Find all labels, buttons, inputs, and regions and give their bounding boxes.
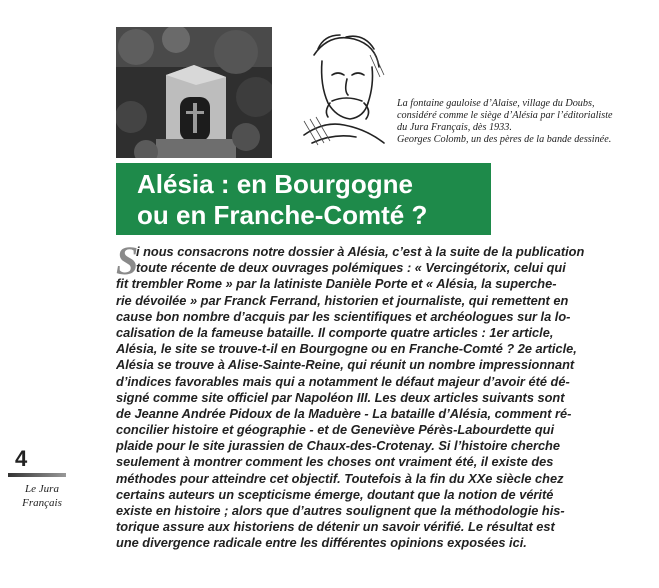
portrait-sketch-icon bbox=[284, 25, 392, 149]
article-line: seulement à montrer comment les choses ont vraiment été, il existe des bbox=[116, 454, 554, 470]
article-line: fit trembler Rome » par la latiniste Danièle Porte et « Alésia, la superche- bbox=[116, 276, 557, 292]
caption-line: du Jura Français, dès 1933. bbox=[397, 122, 512, 133]
title-line-2: ou en Franche-Comté ? bbox=[137, 200, 428, 230]
drop-cap: S bbox=[116, 238, 139, 283]
folio-rule bbox=[8, 473, 66, 477]
image-caption bbox=[397, 98, 647, 146]
fountain-photo bbox=[116, 27, 272, 158]
article-line: certains auteurs un scepticisme émerge, doutant que la notion de vérité bbox=[116, 486, 554, 502]
publication-name-line: Le Jura bbox=[25, 483, 59, 495]
article-line: rie dévoilée » par Franck Ferrand, historien et journaliste, qui remettent en bbox=[116, 292, 569, 308]
caption-line: Georges Colomb, un des pères de la bande dessinée. bbox=[397, 134, 612, 145]
fountain-photo-icon bbox=[116, 27, 272, 158]
article-title bbox=[116, 163, 491, 235]
article-line: toute récente de deux ouvrages polémiques : « Vercingétorix, celui qui bbox=[136, 260, 566, 276]
article-line: une divergence radicale entre les différentes opinions exposées ici. bbox=[116, 535, 527, 551]
article-body bbox=[116, 238, 626, 552]
publication-name bbox=[12, 482, 72, 510]
article-line: concilier histoire et géographie - et de Geneviève Pérès-Labourdette qui bbox=[116, 422, 555, 438]
article-line: de Jeanne Andrée Pidoux de la Maduère - La bataille d’Alésia, comment ré- bbox=[116, 405, 572, 421]
article-line: Alésia, le site se trouve-t-il en Bourgogne ou en Franche-Comté ? 2e article, bbox=[116, 341, 577, 357]
article-line: existe en histoire ; alors que d’autres soulignent que la méthodologie his- bbox=[116, 503, 565, 518]
article-line: Alésia se trouve à Alise-Sainte-Reine, qui réunit un nombre impressionnant bbox=[116, 357, 575, 373]
article-line: calisation de la fameuse bataille. Il comporte quatre articles : 1er article, bbox=[116, 324, 554, 340]
title-line-1: Alésia : en Bourgogne bbox=[137, 169, 413, 199]
publication-name-line: Français bbox=[22, 497, 62, 509]
caption-line: La fontaine gauloise d’Alaise, village du Doubs, bbox=[397, 98, 595, 109]
caption-line: considéré comme le siège d’Alésia par l’éditorialiste bbox=[397, 110, 613, 121]
article-line: méthodes pour atteindre cet objectif. Toutefois à la fin du XXe siècle chez bbox=[116, 470, 564, 486]
article-line: plaide pour le site jurassien de Chaux-des-Crotenay. Si l’histoire cherche bbox=[116, 438, 560, 454]
article-line: signé comme site officiel par Napoléon III. Les deux articles suivants sont bbox=[116, 389, 565, 405]
portrait-sketch bbox=[284, 25, 392, 149]
article-line: d’indices favorables mais qui a notamment le défaut majeur d’avoir été dé- bbox=[116, 373, 570, 389]
article-line: torique assure aux historiens de détenir un savoir vérifié. Le résultat est bbox=[116, 519, 555, 535]
article-line: cause bon nombre d’acquis par les scientifiques et archéologues sur la lo- bbox=[116, 308, 571, 324]
page-number: 4 bbox=[15, 446, 28, 471]
article-line: i nous consacrons notre dossier à Alésia, c’est à la suite de la publication bbox=[136, 244, 585, 259]
